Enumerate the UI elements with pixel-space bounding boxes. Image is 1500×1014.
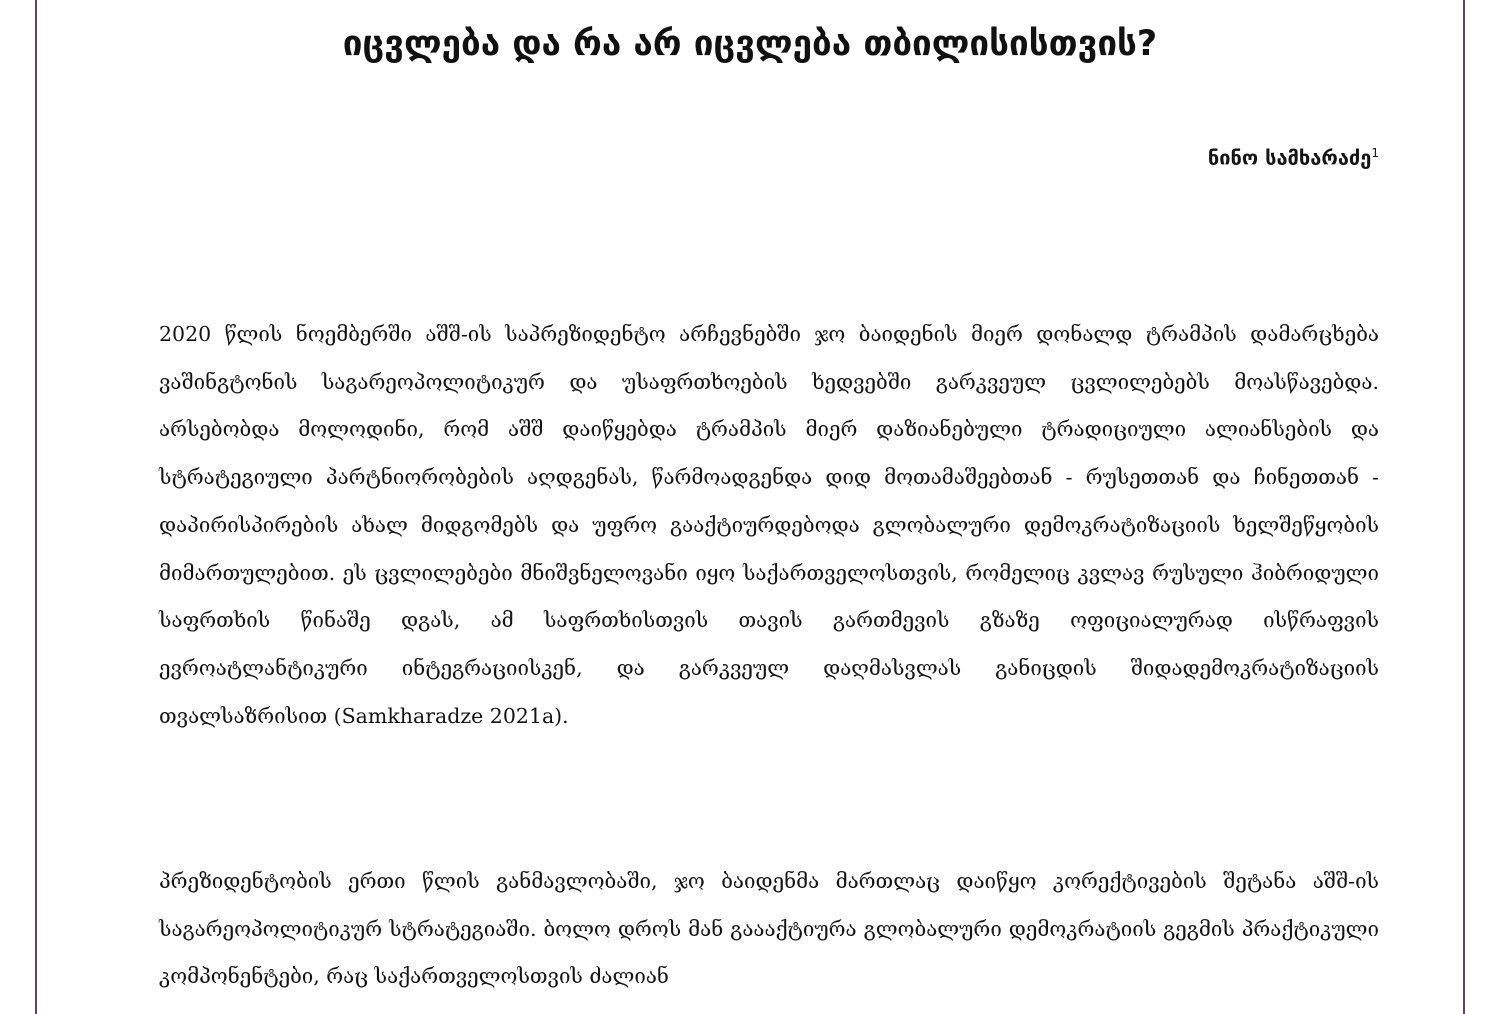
body-paragraph-2: პრეზიდენტობის ერთი წლის განმავლობაში, ჯო ბაიდენმა მართლაც დაიწყო კორექტივების შეტანა აშშ-ის საგარეოპოლიტიკურ სტრატეგიაში. ბოლო დროს მან გაააქტიურა გლობალური დემოკრატიის გეგმის პრაქტიკული კომპონენტები, რაც საქართველოსთვის ძალიან [159,869,1379,989]
author-name: ნინო სამხარაძე [1207,145,1372,170]
article-title: იცვლება და რა არ იცვლება თბილისისთვის? [342,24,1158,65]
author-line [1208,138,1379,173]
author-footnote-marker[interactable]: 1 [1371,146,1379,160]
body-paragraph-1: 2020 წლის ნოემბერში აშშ-ის საპრეზიდენტო არჩევნებში ჯო ბაიდენის მიერ დონალდ ტრამპის დამარცხება ვაშინგტონის საგარეოპოლიტიკურ და უსაფრთხოების ხედვებში გარკვეულ ცვლილებებს მოასწავებდა. არსებობდა მოლოდინი, რომ აშშ დაიწყებდა ტრამპის მიერ დაზიანებული ტრადიციული ალიანსების და სტრატეგიული პარტნიორობების აღდგენას, წარმოადგენდა დიდ მოთამაშეებთან - რუსეთთან და ჩინეთთან - დაპირისპირების ახალ მიდგომებს და უფრო გააქტიურდებოდა გლობალური დემოკრატიზაციის ხელშეწყობის მიმართულებით. ეს ცვლილებები მნიშვნელოვანი იყო საქართველოსთვის, რომელიც კვლავ რუსული ჰიბრიდული საფრთხის წინაშე დგას, ამ საფრთხისთვის თავის გართმევის გზაზე ოფიციალურად ისწრაფვის ევროატლანტიკური ინტეგრაციისკენ, და გარკვეულ დაღმასვლას განიცდის შიდადემოკრატიზაციის თვალსაზრისით (Samkharadze 2021a). [159,322,1379,728]
